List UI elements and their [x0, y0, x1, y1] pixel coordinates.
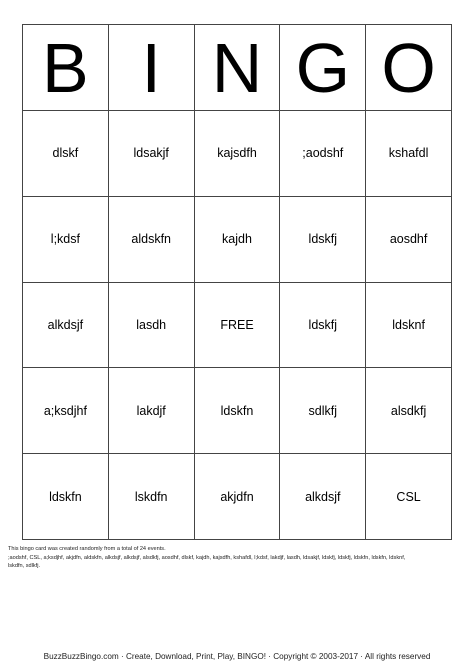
bingo-cell: ;aodshf [280, 111, 366, 197]
free-space-cell: FREE [195, 283, 281, 369]
event-count-text: This bingo card was created randomly from a total of 24 events. [8, 546, 166, 552]
bingo-cell: ldskfn [23, 454, 109, 540]
bingo-cell: ldskfj [280, 283, 366, 369]
bingo-cell: kajsdfh [195, 111, 281, 197]
bingo-cell: lasdh [109, 283, 195, 369]
bingo-cell: alkdsjf [23, 283, 109, 369]
bingo-cell: dlskf [23, 111, 109, 197]
bingo-cell: alkdsjf [280, 454, 366, 540]
header-letter-o: O [366, 25, 452, 111]
bingo-cell: ldsknf [366, 283, 452, 369]
event-list-text-continued: lskdfn, sdlkfj. [8, 563, 41, 570]
footer-copyright: BuzzBuzzBingo.com · Create, Download, Print, Play, BINGO! · Copyright © 2003-2017 · All rights reserved [43, 652, 431, 661]
bingo-cell: ldskfn [195, 368, 281, 454]
header-letter-n: N [195, 25, 281, 111]
bingo-cell: kajdh [195, 197, 281, 283]
bingo-cell: lskdfn [109, 454, 195, 540]
bingo-cell: alsdkfj [366, 368, 452, 454]
bingo-cell: kshafdl [366, 111, 452, 197]
bingo-cell: a;ksdjhf [23, 368, 109, 454]
bingo-cell: aosdhf [366, 197, 452, 283]
event-list-text: ;aodshf, CSL, a;ksdjhf, akjdfn, aldskfn, alkdsjf, alkdsjf, alsdkfj, aosdhf, dlskf, kajdh, kajsdfh, kshafdl, l;kdsf, lakdjf, lasdh, ldsakjf, ldskfj, ldskfj, ldskfn, ldskfn, ldsknf, [8, 554, 406, 561]
bingo-cell: CSL [366, 454, 452, 540]
bingo-cell: l;kdsf [23, 197, 109, 283]
header-letter-b: B [23, 25, 109, 111]
bingo-cell: sdlkfj [280, 368, 366, 454]
header-letter-i: I [109, 25, 195, 111]
header-letter-g: G [280, 25, 366, 111]
event-info [8, 545, 468, 571]
bingo-cell: aldskfn [109, 197, 195, 283]
bingo-cell: ldsakjf [109, 111, 195, 197]
bingo-cell: ldskfj [280, 197, 366, 283]
bingo-card [22, 24, 452, 540]
bingo-cell: lakdjf [109, 368, 195, 454]
bingo-cell: akjdfn [195, 454, 281, 540]
